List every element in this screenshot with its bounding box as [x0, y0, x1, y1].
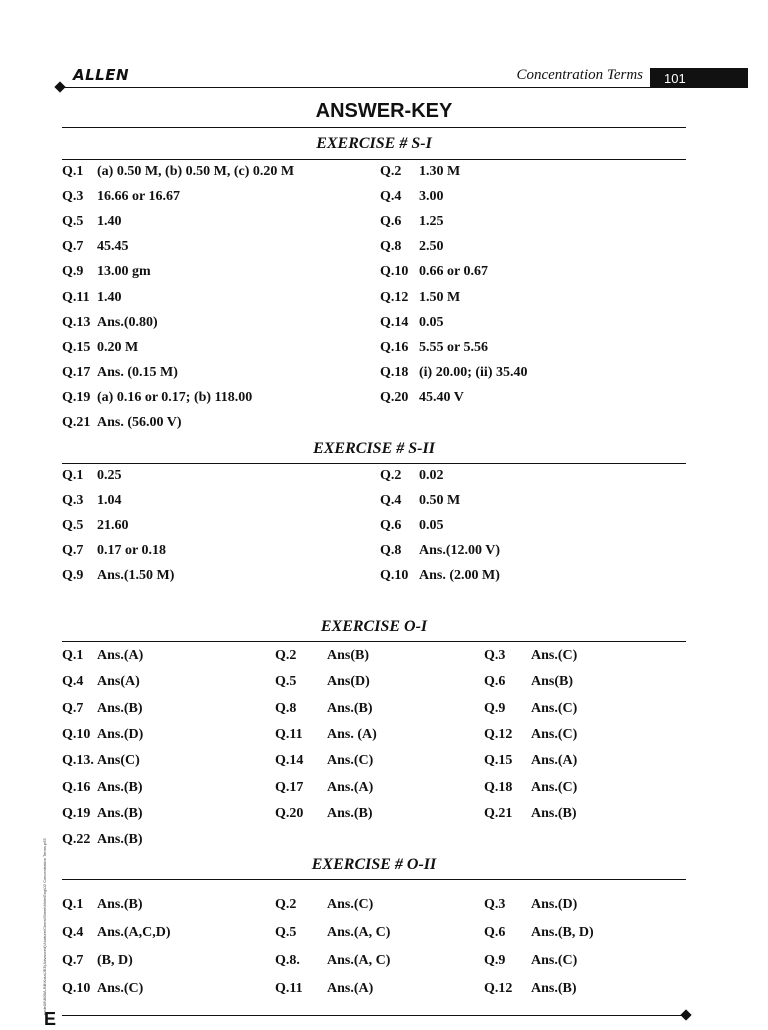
question-number: Q.3	[484, 648, 506, 663]
question-number: Q.13.	[62, 753, 94, 769]
question-number: Q.11	[275, 981, 303, 996]
question-number: Q.6	[484, 925, 506, 940]
question-number: Q.7	[62, 953, 84, 968]
answer-value: 3.00	[419, 189, 444, 205]
footer-letter: E	[44, 1009, 57, 1029]
answer-value: Ans.(C)	[531, 726, 578, 742]
answer-value: Ans.(C)	[531, 953, 578, 968]
answer-row	[0, 543, 768, 561]
answer-row	[0, 780, 768, 798]
answer-value: 1.40	[97, 214, 122, 230]
answer-row	[0, 164, 768, 182]
question-number: Q.2	[380, 468, 402, 483]
question-number: Q.19	[62, 805, 91, 821]
answer-row	[0, 568, 768, 586]
answer-value: Ans.(B)	[531, 981, 577, 996]
question-number: Q.4	[62, 674, 84, 690]
question-number: Q.11	[275, 726, 303, 742]
question-number: Q.1	[62, 164, 84, 179]
question-number: Q.20	[275, 805, 304, 821]
answer-row	[0, 315, 768, 333]
question-number: Q.14	[380, 314, 409, 330]
question-number: Q.8	[275, 700, 297, 716]
question-number: Q.12	[380, 289, 409, 305]
answer-value: Ans.(C)	[531, 779, 578, 795]
answer-value: Ans.(C)	[97, 981, 144, 996]
answer-row	[0, 701, 768, 719]
question-number: Q.9	[484, 700, 506, 716]
question-number: Q.7	[62, 239, 84, 255]
answer-row	[0, 290, 768, 308]
answer-row	[0, 981, 768, 999]
answer-value: Ans.(B)	[327, 700, 373, 716]
file-path-sidebar: node06\B0BA-BB\Kota\JEE(Advanced)\Nurture\Chem\Sheet\Mole\Eng\02 Concentration Terms.p65	[42, 838, 47, 1015]
question-number: Q.3	[484, 897, 506, 912]
answer-row	[0, 390, 768, 408]
question-number: Q.17	[62, 364, 91, 380]
chapter-title: Concentration Terms	[516, 67, 643, 83]
question-number: Q.3	[62, 493, 84, 508]
answer-value: 13.00 gm	[97, 264, 151, 280]
question-number: Q.11	[62, 289, 90, 305]
question-number: Q.7	[62, 700, 84, 716]
question-number: Q.10	[380, 568, 409, 583]
question-number: Q.6	[484, 674, 506, 690]
answer-value: 1.40	[97, 289, 122, 305]
answer-value: 21.60	[97, 518, 129, 533]
question-number: Q.17	[275, 779, 304, 795]
question-number: Q.18	[484, 779, 513, 795]
page-number: 101	[650, 68, 748, 88]
exercise-rule	[62, 463, 686, 464]
question-number: Q.9	[62, 264, 84, 280]
answer-value: Ans.(C)	[327, 897, 374, 912]
exercise-rule	[62, 879, 686, 880]
answer-value: Ans.(D)	[97, 726, 144, 742]
answer-value: Ans.(B)	[327, 805, 373, 821]
question-number: Q.5	[62, 518, 84, 533]
answer-row	[0, 753, 768, 771]
answer-value: Ans.(0.80)	[97, 314, 158, 330]
answer-row	[0, 493, 768, 511]
question-number: Q.12	[484, 981, 513, 996]
question-number: Q.8.	[275, 953, 300, 968]
question-number: Q.21	[62, 415, 91, 430]
answer-value: 0.05	[419, 518, 444, 533]
exercise-rule	[62, 159, 686, 160]
question-number: Q.20	[380, 389, 409, 405]
answer-value: 1.25	[419, 214, 444, 230]
question-number: Q.1	[62, 468, 84, 483]
answer-value: Ans.(A,C,D)	[97, 925, 171, 940]
answer-row	[0, 239, 768, 257]
answer-value: Ans.(A)	[327, 779, 374, 795]
answer-row	[0, 925, 768, 943]
answer-value: Ans. (2.00 M)	[419, 568, 500, 583]
exercise-heading: EXERCISE # S-I	[316, 135, 432, 152]
question-number: Q.2	[380, 164, 402, 179]
exercise-heading: EXERCISE # O-II	[311, 856, 437, 873]
answer-value: Ans(A)	[97, 674, 140, 690]
answer-value: Ans(B)	[327, 648, 370, 663]
answer-value: Ans(B)	[531, 674, 574, 690]
question-number: Q.8	[380, 543, 402, 558]
answer-value: Ans.(C)	[531, 700, 578, 716]
question-number: Q.6	[380, 214, 402, 230]
answer-value: Ans.(A, C)	[327, 925, 391, 940]
answer-value: Ans.(D)	[531, 897, 578, 912]
question-number: Q.10	[62, 726, 91, 742]
answer-value: Ans.(A)	[531, 753, 578, 769]
question-number: Q.5	[62, 214, 84, 230]
question-number: Q.9	[484, 953, 506, 968]
answer-row	[0, 518, 768, 536]
question-number: Q.10	[380, 264, 409, 280]
question-number: Q.16	[380, 339, 409, 355]
question-number: Q.5	[275, 674, 297, 690]
answer-row	[0, 674, 768, 692]
header-rule	[60, 87, 650, 88]
question-number: Q.4	[62, 925, 84, 940]
answer-row	[0, 264, 768, 282]
question-number: Q.4	[380, 189, 402, 205]
answer-value: (a) 0.50 M, (b) 0.50 M, (c) 0.20 M	[97, 164, 295, 179]
answer-value: 0.25	[97, 468, 122, 483]
answer-row	[0, 214, 768, 232]
answer-value: Ans.(B)	[97, 897, 143, 912]
exercise-heading: EXERCISE O-I	[320, 618, 428, 635]
answer-value: (i) 20.00; (ii) 35.40	[419, 364, 528, 380]
answer-value: Ans.(B)	[97, 779, 143, 795]
answer-value: 0.66 or 0.67	[419, 264, 488, 280]
answer-value: Ans.(12.00 V)	[419, 543, 501, 558]
answer-value: Ans.(A, C)	[327, 953, 391, 968]
answer-value: Ans. (A)	[327, 726, 377, 742]
question-number: Q.1	[62, 897, 84, 912]
question-number: Q.7	[62, 543, 84, 558]
answer-row	[0, 468, 768, 486]
answer-value: Ans.(B)	[531, 805, 577, 821]
exercise-heading: EXERCISE # S-II	[313, 440, 435, 457]
question-number: Q.21	[484, 805, 513, 821]
question-number: Q.14	[275, 753, 304, 769]
answer-value: Ans. (0.15 M)	[97, 364, 178, 380]
answer-value: Ans(D)	[327, 674, 370, 690]
footer-rule	[62, 1015, 684, 1016]
answer-row	[0, 727, 768, 745]
question-number: Q.16	[62, 779, 91, 795]
question-number: Q.5	[275, 925, 297, 940]
answer-value: Ans.(1.50 M)	[97, 568, 175, 583]
question-number: Q.9	[62, 568, 84, 583]
question-number: Q.12	[484, 726, 513, 742]
answer-row	[0, 953, 768, 971]
answer-value: Ans.(B)	[97, 700, 143, 716]
answer-value: 16.66 or 16.67	[97, 189, 180, 205]
answer-value: 0.50 M	[419, 493, 461, 508]
answer-value: Ans. (56.00 V)	[97, 415, 182, 430]
answer-row	[0, 806, 768, 824]
answer-value: (a) 0.16 or 0.17; (b) 118.00	[97, 389, 253, 405]
question-number: Q.19	[62, 389, 91, 405]
title-rule	[62, 127, 686, 128]
answer-value: Ans.(B)	[97, 805, 143, 821]
exercise-rule	[62, 641, 686, 642]
answer-value: 0.05	[419, 314, 444, 330]
answer-row	[0, 832, 768, 850]
question-number: Q.6	[380, 518, 402, 533]
question-number: Q.2	[275, 648, 297, 663]
answer-value: 1.04	[97, 493, 122, 508]
question-number: Q.8	[380, 239, 402, 255]
answer-value: Ans.(A)	[327, 981, 374, 996]
answer-value: Ans.(B)	[97, 832, 143, 848]
answer-value: 5.55 or 5.56	[419, 339, 488, 355]
answer-value: 45.40 V	[419, 389, 464, 405]
answer-value: Ans.(A)	[97, 648, 144, 663]
answer-value: Ans.(C)	[531, 648, 578, 663]
question-number: Q.2	[275, 897, 297, 912]
question-number: Q.13	[62, 314, 91, 330]
question-number: Q.18	[380, 364, 409, 380]
answer-value: Ans.(B, D)	[531, 925, 594, 940]
answer-value: 2.50	[419, 239, 444, 255]
question-number: Q.4	[380, 493, 402, 508]
answer-value: 0.17 or 0.18	[97, 543, 166, 558]
answer-value: Ans.(C)	[327, 753, 374, 769]
question-number: Q.15	[484, 753, 513, 769]
page-title: ANSWER-KEY	[315, 100, 453, 122]
brand-logo: ALLEN	[73, 66, 130, 84]
footer-diamond	[680, 1009, 691, 1020]
question-number: Q.15	[62, 339, 91, 355]
answer-value: 45.45	[97, 239, 129, 255]
answer-row	[0, 415, 768, 433]
question-number: Q.22	[62, 832, 91, 848]
answer-row	[0, 365, 768, 383]
answer-value: 1.50 M	[419, 289, 461, 305]
answer-row	[0, 897, 768, 915]
answer-value: 1.30 M	[419, 164, 461, 179]
answer-row	[0, 648, 768, 666]
question-number: Q.3	[62, 189, 84, 205]
answer-value: 0.20 M	[97, 339, 139, 355]
answer-row	[0, 340, 768, 358]
question-number: Q.1	[62, 648, 84, 663]
answer-value: Ans(C)	[97, 753, 140, 769]
answer-row	[0, 189, 768, 207]
answer-value: 0.02	[419, 468, 444, 483]
question-number: Q.10	[62, 981, 91, 996]
answer-value: (B, D)	[97, 953, 133, 968]
